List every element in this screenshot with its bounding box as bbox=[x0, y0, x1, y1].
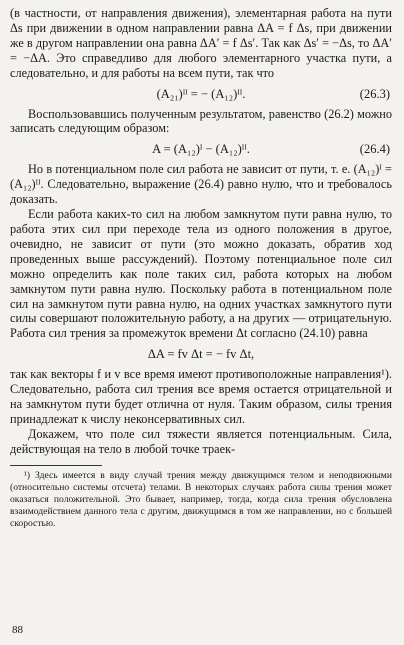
equation-26-3 bbox=[10, 81, 392, 107]
paragraph-3: Но в потенциальном поле сил работа не зависит от пути, т. е. (A₁₂)ᴵ = (A₁₂)ᴵᴵ. Следовательно, выражение (26.4) равно нулю, что и требовалось доказать. bbox=[10, 162, 392, 207]
footnote-divider bbox=[10, 465, 102, 466]
equation-formula: A = (A₁₂)ᴵ − (A₁₂)ᴵᴵ. bbox=[152, 142, 250, 157]
equation-friction-work: ΔA = fv Δt = − fv Δt, bbox=[147, 347, 255, 362]
page-body bbox=[10, 6, 392, 530]
equation-number: (26.3) bbox=[359, 86, 390, 101]
footnote: ¹) Здесь имеется в виду случай трения между движущимся телом и неподвижными (относительно системы отсчета) телами. В некоторых случаях работа силы трения может оказаться положительной. Это бывает, например, тогда, когда сила трения обусловлена взаимодействием данного тела с другим, движущимся в том же направлении, но с большей скоростью. bbox=[10, 469, 392, 530]
equation-number: (26.4) bbox=[359, 142, 390, 157]
paragraph-5: так как векторы f и v все время имеют противоположные направления¹). Следовательно, работа сил трения все время остается отрицательной и на замкнутом пути будет отлична от нуля. Таким образом, силы трения принадлежат к числу неконсервативных сил. bbox=[10, 367, 392, 426]
paragraph-1: (в частности, от направления движения), элементарная работа на пути Δs при движении в одном направлении равна ΔA = f Δs, при движении же в другом направлении она равна ΔA′ = f Δs′. Так как Δs′ = −Δs, то ΔA′ = −ΔA. Это справедливо для любого элементарного участка пути, а следовательно, и для работы на всем пути, так что bbox=[10, 6, 392, 80]
paragraph-4: Если работа каких-то сил на любом замкнутом пути равна нулю, то работа этих сил при переходе тела из одного положения в другое, очевидно, не зависит от пути (это можно доказать, обратив ход проведенных выше рассуждений). Поэтому потенциальное поле сил можно определить как поле таких сил, работа которых на любом замкнутом пути равна нулю. Поскольку работа в потенциальном поле сил на замкнутом пути равна нулю, на одних участках замкнутого пути силы совершают положительную работу, а на других — отрицательную. Работа сил трения за промежуток времени Δt согласно (24.10) равна bbox=[10, 207, 392, 341]
page-number: 88 bbox=[12, 624, 23, 636]
equation-26-4 bbox=[10, 136, 392, 162]
paragraph-6: Докажем, что поле сил тяжести является потенциальным. Сила, действующая на тело в любой точке траек- bbox=[10, 426, 392, 456]
paragraph-2: Воспользовавшись полученным результатом, равенство (26.2) можно записать следующим образом: bbox=[10, 106, 392, 136]
equation-formula: (A₂₁)ᴵᴵ = − (A₁₂)ᴵᴵ. bbox=[156, 86, 246, 101]
